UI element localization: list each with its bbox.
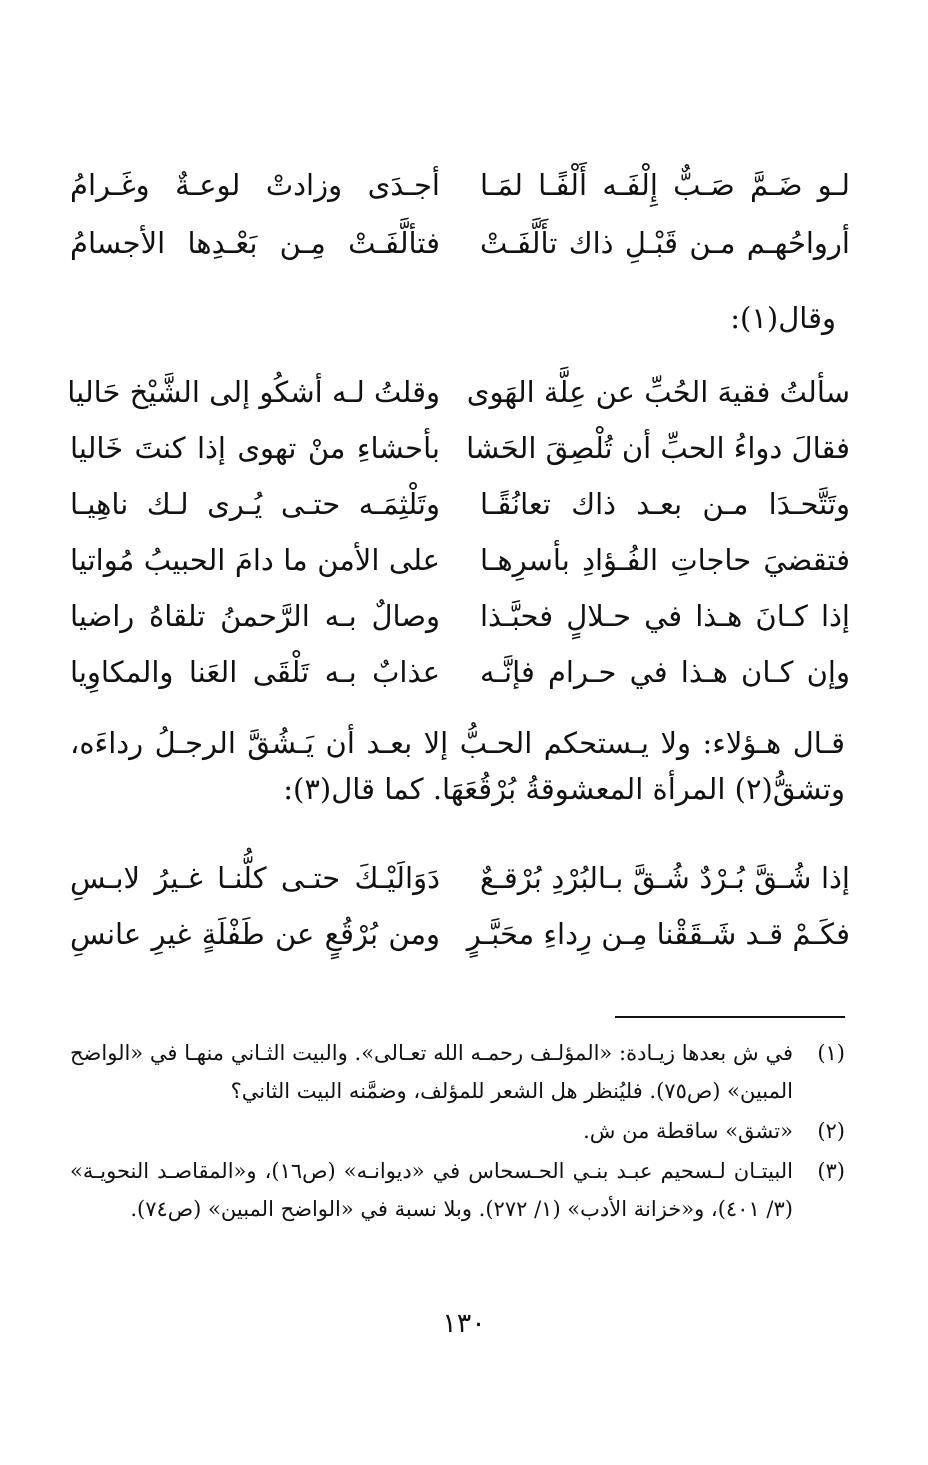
verse-first-hemistich: وتَتَّحـدَا مـن بعـد ذاك تعانُقًـا (480, 487, 850, 521)
poem3-verse-1 (70, 848, 850, 908)
verse-second-hemistich: عذابٌ بـه تَلْقَى العَنا والمكاوِيا (70, 655, 440, 689)
footnote-number: (٢) (817, 1119, 845, 1143)
poem2-verse-3 (70, 474, 850, 534)
verse-second-hemistich: وتَلْثِمَـه حتـى يُـرى لـك ناهِيـا (70, 487, 440, 521)
footnotes (70, 1034, 845, 1230)
poem2-verse-4 (70, 530, 850, 590)
prose-line-2: وتشقُّ(٢) المرأة المعشوقةُ بُرْقُعَهَا. كما قال(٣): (283, 772, 845, 806)
verse-second-hemistich: على الأمن ما دامَ الحبيبُ مُواتيا (70, 543, 440, 577)
poem-intro: وقال(١): (730, 301, 836, 335)
footnote-text: البيتـان لـسحيم عبـد بنـي الحـسحاس في «ديوانـه» (ص١٦)، و«المقاصـد النحويـة» (٣/ ٤٠١)، و«خزانة الأدب» (١/ ٢٧٢). وبلا نسبة في «الواضح المبين» (ص٧٤). (70, 1159, 793, 1221)
verse-first-hemistich: سألتُ فقيهَ الحُبِّ عن عِلَّة الهَوى (466, 375, 850, 409)
verse-first-hemistich: إذا كـانَ هـذا في حـلالٍ فحبَّـذا (480, 599, 850, 633)
verse-first-hemistich: إذا شُـقَّ بُـرْدٌ شُـقَّ بـالبُرْدِ بُرْقـعٌ (480, 861, 850, 895)
footnote-3 (70, 1152, 845, 1228)
footnote-1 (70, 1034, 845, 1110)
prose-line-1: قـال هـؤلاء: ولا يـستحكم الحـبُّ إلا بعـد أن يَـشُقَّ الرجـلُ رداءَه، (70, 726, 845, 760)
verse-first-hemistich: فقالَ دواءُ الحبِّ أن تُلْصِقَ الحَشا (466, 431, 850, 465)
verse-second-hemistich: فتألَّفَـتْ مِـن بَعْـدِها الأجسامُ (70, 226, 440, 260)
page-number: ١٣٠ (442, 1308, 486, 1339)
verse-second-hemistich: وصالٌ بـه الرَّحمنُ تلقاهُ راضيا (70, 599, 440, 633)
verse-first-hemistich: وإن كـان هـذا في حـرام فإنَّـه (480, 655, 850, 689)
verse-second-hemistich: بأحشاءِ منْ تهوى إذا كنتَ خَاليا (70, 431, 440, 465)
verse-first-hemistich: أرواحُهـم مـن قَبْـلِ ذاك تأَلَّفَـتْ (480, 226, 850, 260)
poem2-verse-5 (70, 586, 850, 646)
verse-first-hemistich: فتقضيَ حاجاتِ الفُـؤادِ بأسرِهـا (480, 543, 850, 577)
verse-first-hemistich: لـو ضَـمَّ صَـبٌّ إِلْفَـه أَلْفًـا لمَـا (480, 168, 850, 202)
footnote-number: (١) (817, 1041, 845, 1065)
poem1-verse-2 (70, 213, 850, 273)
poem2-verse-1 (67, 362, 850, 422)
verse-second-hemistich: دَوَالَيْـكَ حتـى كلُّنـا غـيرُ لابـسِ (70, 861, 440, 895)
footnote-text: في ش بعدها زيـادة: «المؤلـف رحمـه الله تعـالى». والبيت الثـاني منهـا في «الواضح المبين» (ص٧٥). فليُنظر هل الشعر للمؤلف، وضمَّنه البيت الثاني؟ (70, 1041, 793, 1103)
verse-first-hemistich: فكَـمْ قـد شَـقَقْنا مِـن رِداءِ محَبَّـرٍ (466, 917, 850, 951)
verse-second-hemistich: ومن بُرْقُعٍ عن طَفْلَةٍ غيرِ عانسِ (70, 917, 440, 951)
poem1-verse-1 (70, 155, 850, 215)
verse-second-hemistich: أجـدَى وزادتْ لوعـةٌ وغَـرامُ (70, 168, 440, 202)
footnote-number: (٣) (817, 1159, 845, 1183)
footnote-separator (615, 1016, 845, 1018)
footnote-2 (70, 1112, 845, 1150)
poem3-verse-2 (70, 904, 850, 964)
footnote-text: «تشق» ساقطة من ش. (583, 1119, 793, 1143)
poem2-verse-6 (70, 642, 850, 702)
poem2-verse-2 (70, 418, 850, 478)
verse-second-hemistich: وقلتُ لـه أشكُو إلى الشَّيْخ حَاليا (67, 375, 440, 409)
